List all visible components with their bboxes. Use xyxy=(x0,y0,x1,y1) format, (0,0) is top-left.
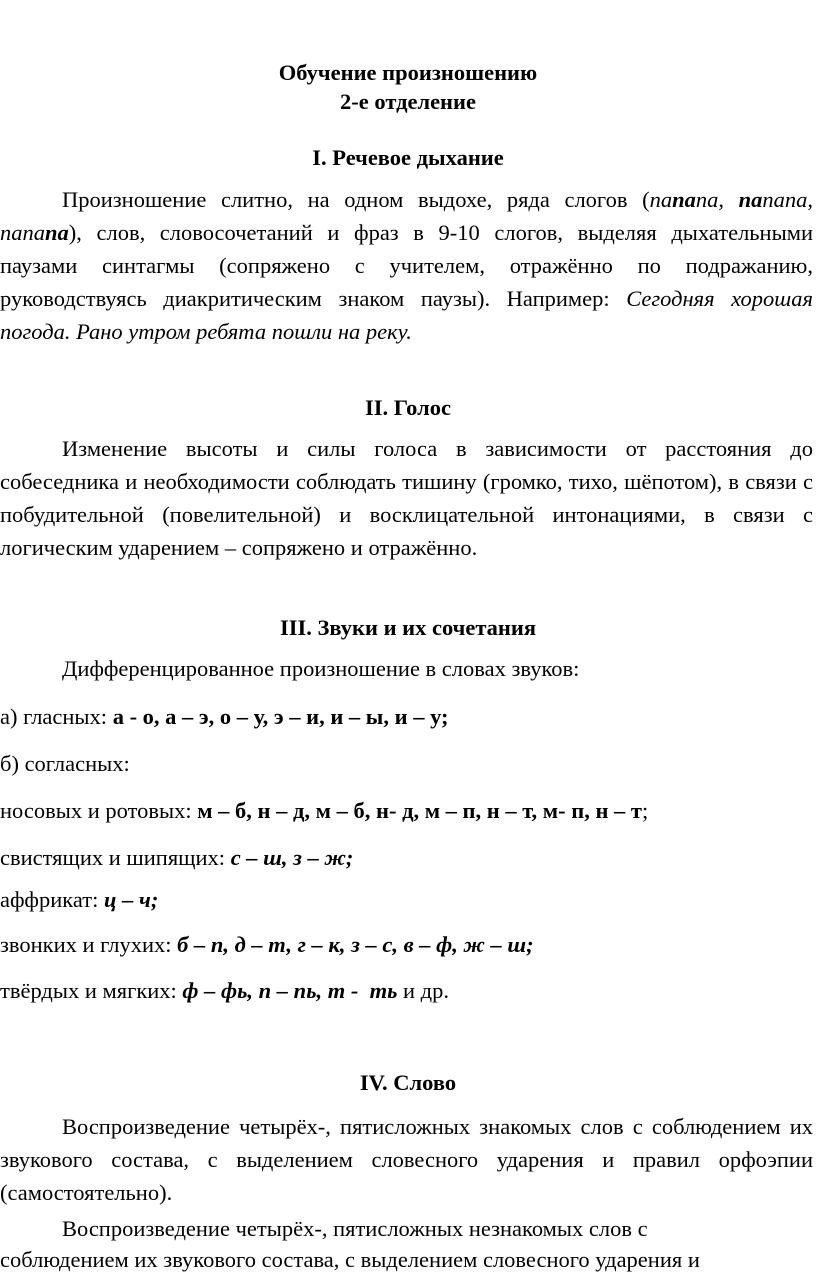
syllable-2a: па xyxy=(738,187,763,212)
document-subtitle: 2-е отделение xyxy=(340,89,476,114)
breathing-text-a: Произношение слитно, на одном выдохе, ряда слогов ( xyxy=(62,187,650,212)
vowels-line xyxy=(0,704,449,730)
syllable-2b: папа, xyxy=(762,187,813,212)
breathing-text-b: ), слов, словосочетаний и фраз в 9-10 слогов, выделяя дыхательными паузами синтагмы (сопряжено с учителем, отражённо по подражанию, руководствуясь диакритическим знаком паузы). Например: xyxy=(0,220,813,311)
voiced-label: звонких и глухих: xyxy=(0,932,178,957)
vowels-value: а - о, а – э, о – у, э – и, и – ы, и – у; xyxy=(112,704,449,729)
section-heading-breathing: I. Речевое дыхание xyxy=(312,145,504,170)
document-title: Обучение произношению xyxy=(278,60,538,85)
voiced-line xyxy=(0,932,534,958)
section-heading-sounds: III. Звуки и их сочетания xyxy=(279,615,536,640)
affricate-line xyxy=(0,887,158,913)
hissing-line xyxy=(0,845,353,871)
hissing-label: свистящих и шипящих: xyxy=(0,845,231,870)
hard-soft-end: и др. xyxy=(397,978,450,1003)
breathing-example: Сегодняя хорошая погода. Рано утром ребята пошли на реку. xyxy=(0,286,813,344)
syllable-1c: па, xyxy=(695,187,724,212)
paragraph-word-known: Воспроизведение четырёх-, пятисложных знакомых слов с соблюдением их звукового состава, с выделением словесного ударения и правил орфоэпии (самостоятельно). xyxy=(0,1114,813,1205)
nasal-end: ; xyxy=(641,798,649,823)
affricate-value: ц – ч; xyxy=(104,887,159,912)
section-heading-voice: II. Голос xyxy=(365,395,451,420)
syllable-3a: папа xyxy=(0,220,45,245)
hissing-value: с – ш, з – ж; xyxy=(230,845,354,870)
nasal-value: м – б, н – д, м – б, н- д, м – п, н – т, м- п, н – т xyxy=(197,798,642,823)
sounds-intro: Дифференцированное произношение в словах звуков: xyxy=(62,656,580,681)
syllable-3b: па xyxy=(45,220,69,245)
paragraph-word-unknown-line2: соблюдением их звукового состава, с выделением словесного ударения и xyxy=(0,1247,700,1272)
voiced-value: б – п, д – т, г – к, з – с, в – ф, ж – ш; xyxy=(177,932,534,957)
syllable-1a: па xyxy=(649,187,673,212)
paragraph-breathing xyxy=(0,183,813,348)
syllable-1b: па xyxy=(672,187,696,212)
affricate-label: аффрикат: xyxy=(0,887,105,912)
vowels-label: а) гласных: xyxy=(0,704,113,729)
nasal-line xyxy=(0,798,648,824)
hard-soft-label: твёрдых и мягких: xyxy=(0,978,183,1003)
paragraph-voice: Изменение высоты и силы голоса в зависимости от расстояния до собеседника и необходимости соблюдать тишину (громко, тихо, шёпотом), в связи с побудительной (повелительной) и восклицательной интонациями, в связи с логическим ударением – сопряжено и отражённо. xyxy=(0,436,813,560)
nasal-label: носовых и ротовых: xyxy=(0,798,198,823)
hard-soft-value: ф – фь, п – пь, т - ть xyxy=(182,978,398,1003)
consonants-label: б) согласных: xyxy=(0,751,130,776)
paragraph-word-unknown-line1: Воспроизведение четырёх-, пятисложных незнакомых слов с xyxy=(62,1216,648,1241)
section-heading-word: IV. Слово xyxy=(359,1070,457,1095)
hard-soft-line xyxy=(0,978,449,1004)
